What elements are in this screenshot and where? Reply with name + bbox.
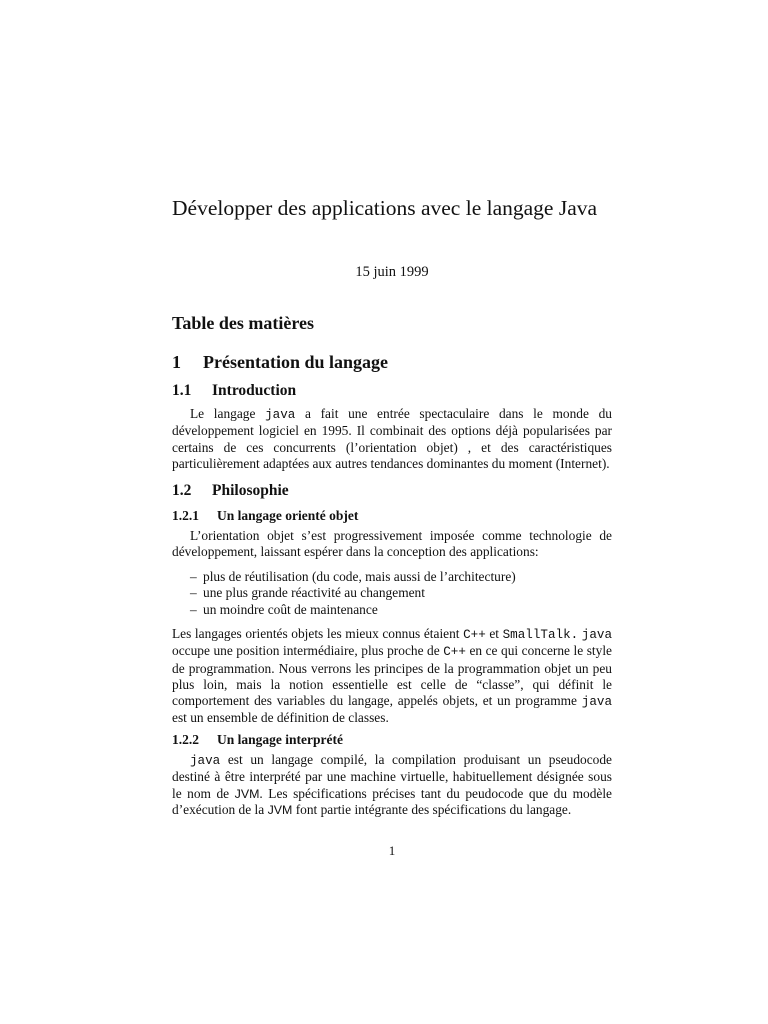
section-number: 1: [172, 352, 181, 372]
code-cpp: C++: [443, 645, 466, 660]
code-java: java: [581, 628, 612, 642]
code-java: java: [190, 754, 221, 768]
subsubsection-title: Un langage interprété: [217, 732, 343, 747]
benefits-list: [172, 569, 612, 618]
subsubsection-heading-1-2-1: [172, 508, 358, 524]
paragraph-orientation-objet: L’orientation objet s’est progressivement imposée comme technologie de développement, laissant espérer dans la conception des applications:: [172, 528, 612, 560]
document-title: Développer des applications avec le langage Java: [172, 196, 598, 220]
subsubsection-number: 1.2.1: [172, 508, 199, 523]
page-number: 1: [388, 843, 396, 858]
subsection-heading-1-1: [172, 382, 296, 400]
section-heading-1: [172, 352, 388, 373]
subsubsection-title: Un langage orienté objet: [217, 508, 359, 523]
subsection-number: 1.2: [172, 482, 192, 499]
subsubsection-number: 1.2.2: [172, 732, 199, 747]
subsection-heading-1-2: [172, 482, 289, 500]
paragraph-introduction: Le langage java a fait une entrée spectaculaire dans le monde du développement logiciel en 1995. Il combinait des options déjà popularisées par certains de ces concurrents (l’orientation objet) , et des caractéristiques particulièrement adaptées aux autres tendances dominantes du moment (Internet).: [172, 406, 612, 471]
section-title: Présentation du langage: [203, 352, 389, 372]
paragraph-langage-interprete: java est un langage compilé, la compilation produisant un pseudocode destiné à être interprété par une machine virtuelle, habituellement désignée sous le nom de JVM. Les spécifications précises tant du peudocode que du modèle d’exécution de la JVM font partie intégrante des spécifications du langage.: [172, 752, 612, 817]
toc-heading: Table des matières: [172, 313, 314, 333]
jvm-term: JVM: [234, 786, 260, 801]
paragraph-langages-objets: Les langages orientés objets les mieux connus étaient C++ et SmallTalk. java occupe une position intermédiaire, plus proche de C++ en ce qui concerne le style de programmation. Nous verrons les principes de la programmation objet un peu plus loin, mais la notion essentielle est celle de “classe”, qui définit le comportement des variables du langage, appelés objets, et un programme java est un ensemble de définition de classes.: [172, 626, 612, 726]
code-java: java: [265, 408, 296, 422]
list-item: – une plus grande réactivité au changement: [190, 585, 425, 601]
list-item: – plus de réutilisation (du code, mais aussi de l’architecture): [190, 569, 516, 584]
subsubsection-heading-1-2-2: [172, 732, 343, 748]
subsection-title: Philosophie: [212, 482, 289, 499]
code-cpp: C++: [463, 628, 486, 642]
subsection-title: Introduction: [212, 382, 297, 399]
document-date: 15 juin 1999: [355, 264, 429, 280]
list-item: – un moindre coût de maintenance: [190, 601, 378, 617]
code-java: java: [581, 695, 612, 710]
subsection-number: 1.1: [172, 382, 192, 399]
code-smalltalk: SmallTalk.: [502, 628, 579, 642]
jvm-term: JVM: [267, 802, 293, 817]
